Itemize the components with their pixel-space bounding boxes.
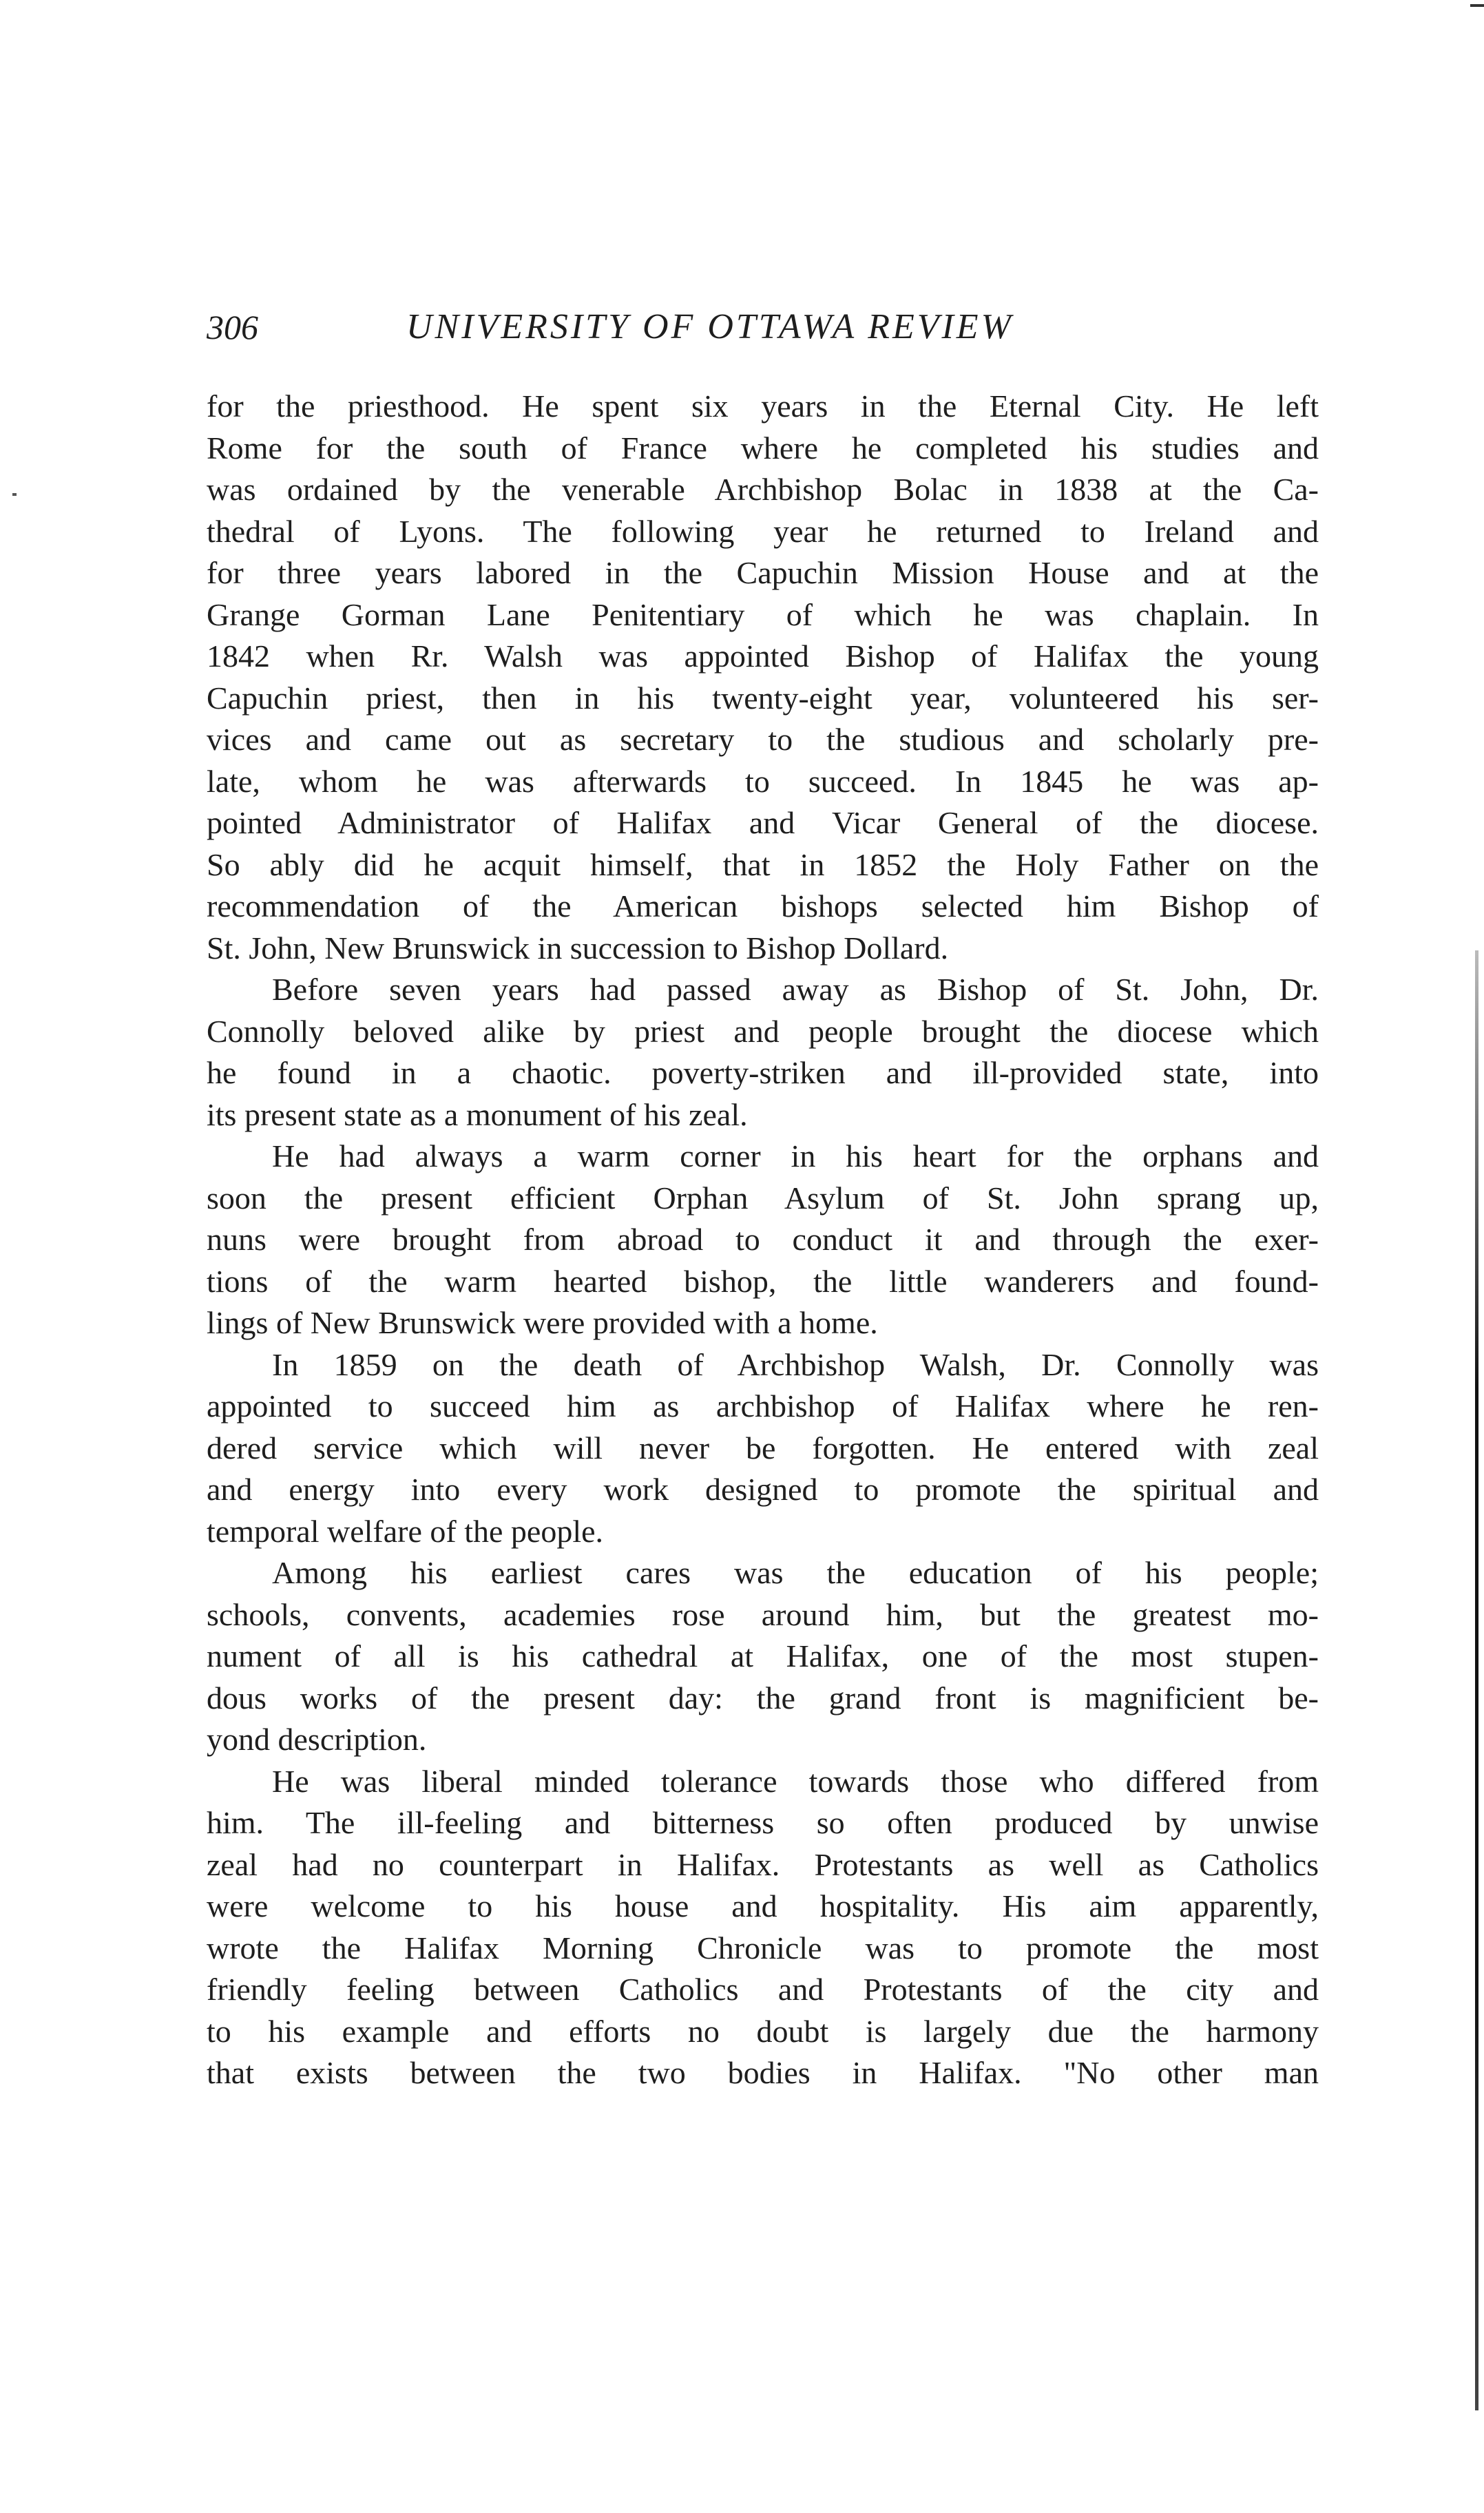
text-line: pointed Administrator of Halifax and Vicar General of the diocese. <box>207 805 1319 840</box>
page-header <box>207 303 1322 351</box>
text-line: tions of the warm hearted bishop, the little wanderers and found- <box>207 1263 1319 1299</box>
text-line: late, whom he was afterwards to succeed. In 1845 he was ap- <box>207 763 1319 799</box>
text-line: Capuchin priest, then in his twenty-eight year, volunteered his ser- <box>207 680 1319 716</box>
body-text <box>207 386 1319 2094</box>
paragraph <box>207 969 1319 1136</box>
text-line: its present state as a monument of his zeal. <box>207 1096 748 1132</box>
paragraph <box>207 386 1319 969</box>
text-line: were welcome to his house and hospitality. His aim apparently, <box>207 1888 1319 1923</box>
text-line: nument of all is his cathedral at Halifax, one of the most stupen- <box>207 1638 1319 1673</box>
text-line: that exists between the two bodies in Halifax. "No other man <box>207 2055 1319 2090</box>
text-line: vices and came out as secretary to the studious and scholarly pre- <box>207 722 1319 757</box>
text-line: dous works of the present day: the grand front is magnificient be- <box>207 1680 1319 1716</box>
text-line: So ably did he acquit himself, that in 1852 the Holy Father on the <box>207 846 1319 882</box>
text-line: Before seven years had passed away as Bishop of St. John, Dr. <box>272 972 1319 1007</box>
text-line: lings of New Brunswick were provided with a home. <box>207 1305 878 1340</box>
paragraph <box>207 1136 1319 1344</box>
scan-corner-mark <box>1470 4 1484 7</box>
text-line: zeal had no counterpart in Halifax. Protestants as well as Catholics <box>207 1846 1319 1882</box>
text-line: he found in a chaotic. poverty-striken and ill-provided state, into <box>207 1055 1319 1090</box>
text-line: nuns were brought from abroad to conduct it and through the exer- <box>207 1222 1319 1257</box>
text-line: dered service which will never be forgotten. He entered with zeal <box>207 1430 1319 1466</box>
text-line: Rome for the south of France where he completed his studies and <box>207 430 1319 466</box>
paragraph <box>207 1344 1319 1553</box>
text-line: and energy into every work designed to promote the spiritual and <box>207 1472 1319 1507</box>
paragraph <box>207 1761 1319 2094</box>
text-line: him. The ill-feeling and bitterness so often produced by unwise <box>207 1805 1319 1840</box>
text-line: soon the present efficient Orphan Asylum of St. John sprang up, <box>207 1180 1319 1216</box>
text-line: for three years labored in the Capuchin Mission House and at the <box>207 555 1319 590</box>
text-line: Among his earliest cares was the education of his people; <box>272 1555 1319 1590</box>
text-line: was ordained by the venerable Archbishop Bolac in 1838 at the Ca- <box>207 472 1319 507</box>
text-line: schools, convents, academies rose around him, but the greatest mo- <box>207 1596 1319 1632</box>
text-line: for the priesthood. He spent six years in the Eternal City. He left <box>207 388 1319 424</box>
text-line: wrote the Halifax Morning Chronicle was to promote the most <box>207 1930 1319 1965</box>
text-line: thedral of Lyons. The following year he returned to Ireland and <box>207 513 1319 549</box>
text-line: yond description. <box>207 1722 427 1757</box>
text-line: In 1859 on the death of Archbishop Walsh, Dr. Connolly was <box>272 1346 1319 1382</box>
paragraph <box>207 1552 1319 1761</box>
scan-edge-shadow <box>1475 950 1478 2410</box>
scan-speck <box>12 493 17 496</box>
running-head: UNIVERSITY OF OTTAWA REVIEW <box>406 307 1014 346</box>
text-line: St. John, New Brunswick in succession to Bishop Dollard. <box>207 930 949 966</box>
page-number: 306 <box>207 308 258 346</box>
text-line: Grange Gorman Lane Penitentiary of which he was chaplain. In <box>207 596 1319 632</box>
text-line: recommendation of the American bishops selected him Bishop of <box>207 888 1319 924</box>
text-line: He was liberal minded tolerance towards those who differed from <box>272 1763 1319 1799</box>
text-line: He had always a warm corner in his heart for the orphans and <box>272 1138 1319 1174</box>
text-line: Connolly beloved alike by priest and people brought the diocese which <box>207 1013 1319 1049</box>
text-line: appointed to succeed him as archbishop of Halifax where he ren- <box>207 1388 1319 1424</box>
text-line: 1842 when Rr. Walsh was appointed Bishop of Halifax the young <box>207 638 1319 674</box>
text-line: temporal welfare of the people. <box>207 1513 604 1549</box>
text-line: friendly feeling between Catholics and Protestants of the city and <box>207 1972 1319 2007</box>
text-line: to his example and efforts no doubt is largely due the harmony <box>207 2013 1319 2049</box>
